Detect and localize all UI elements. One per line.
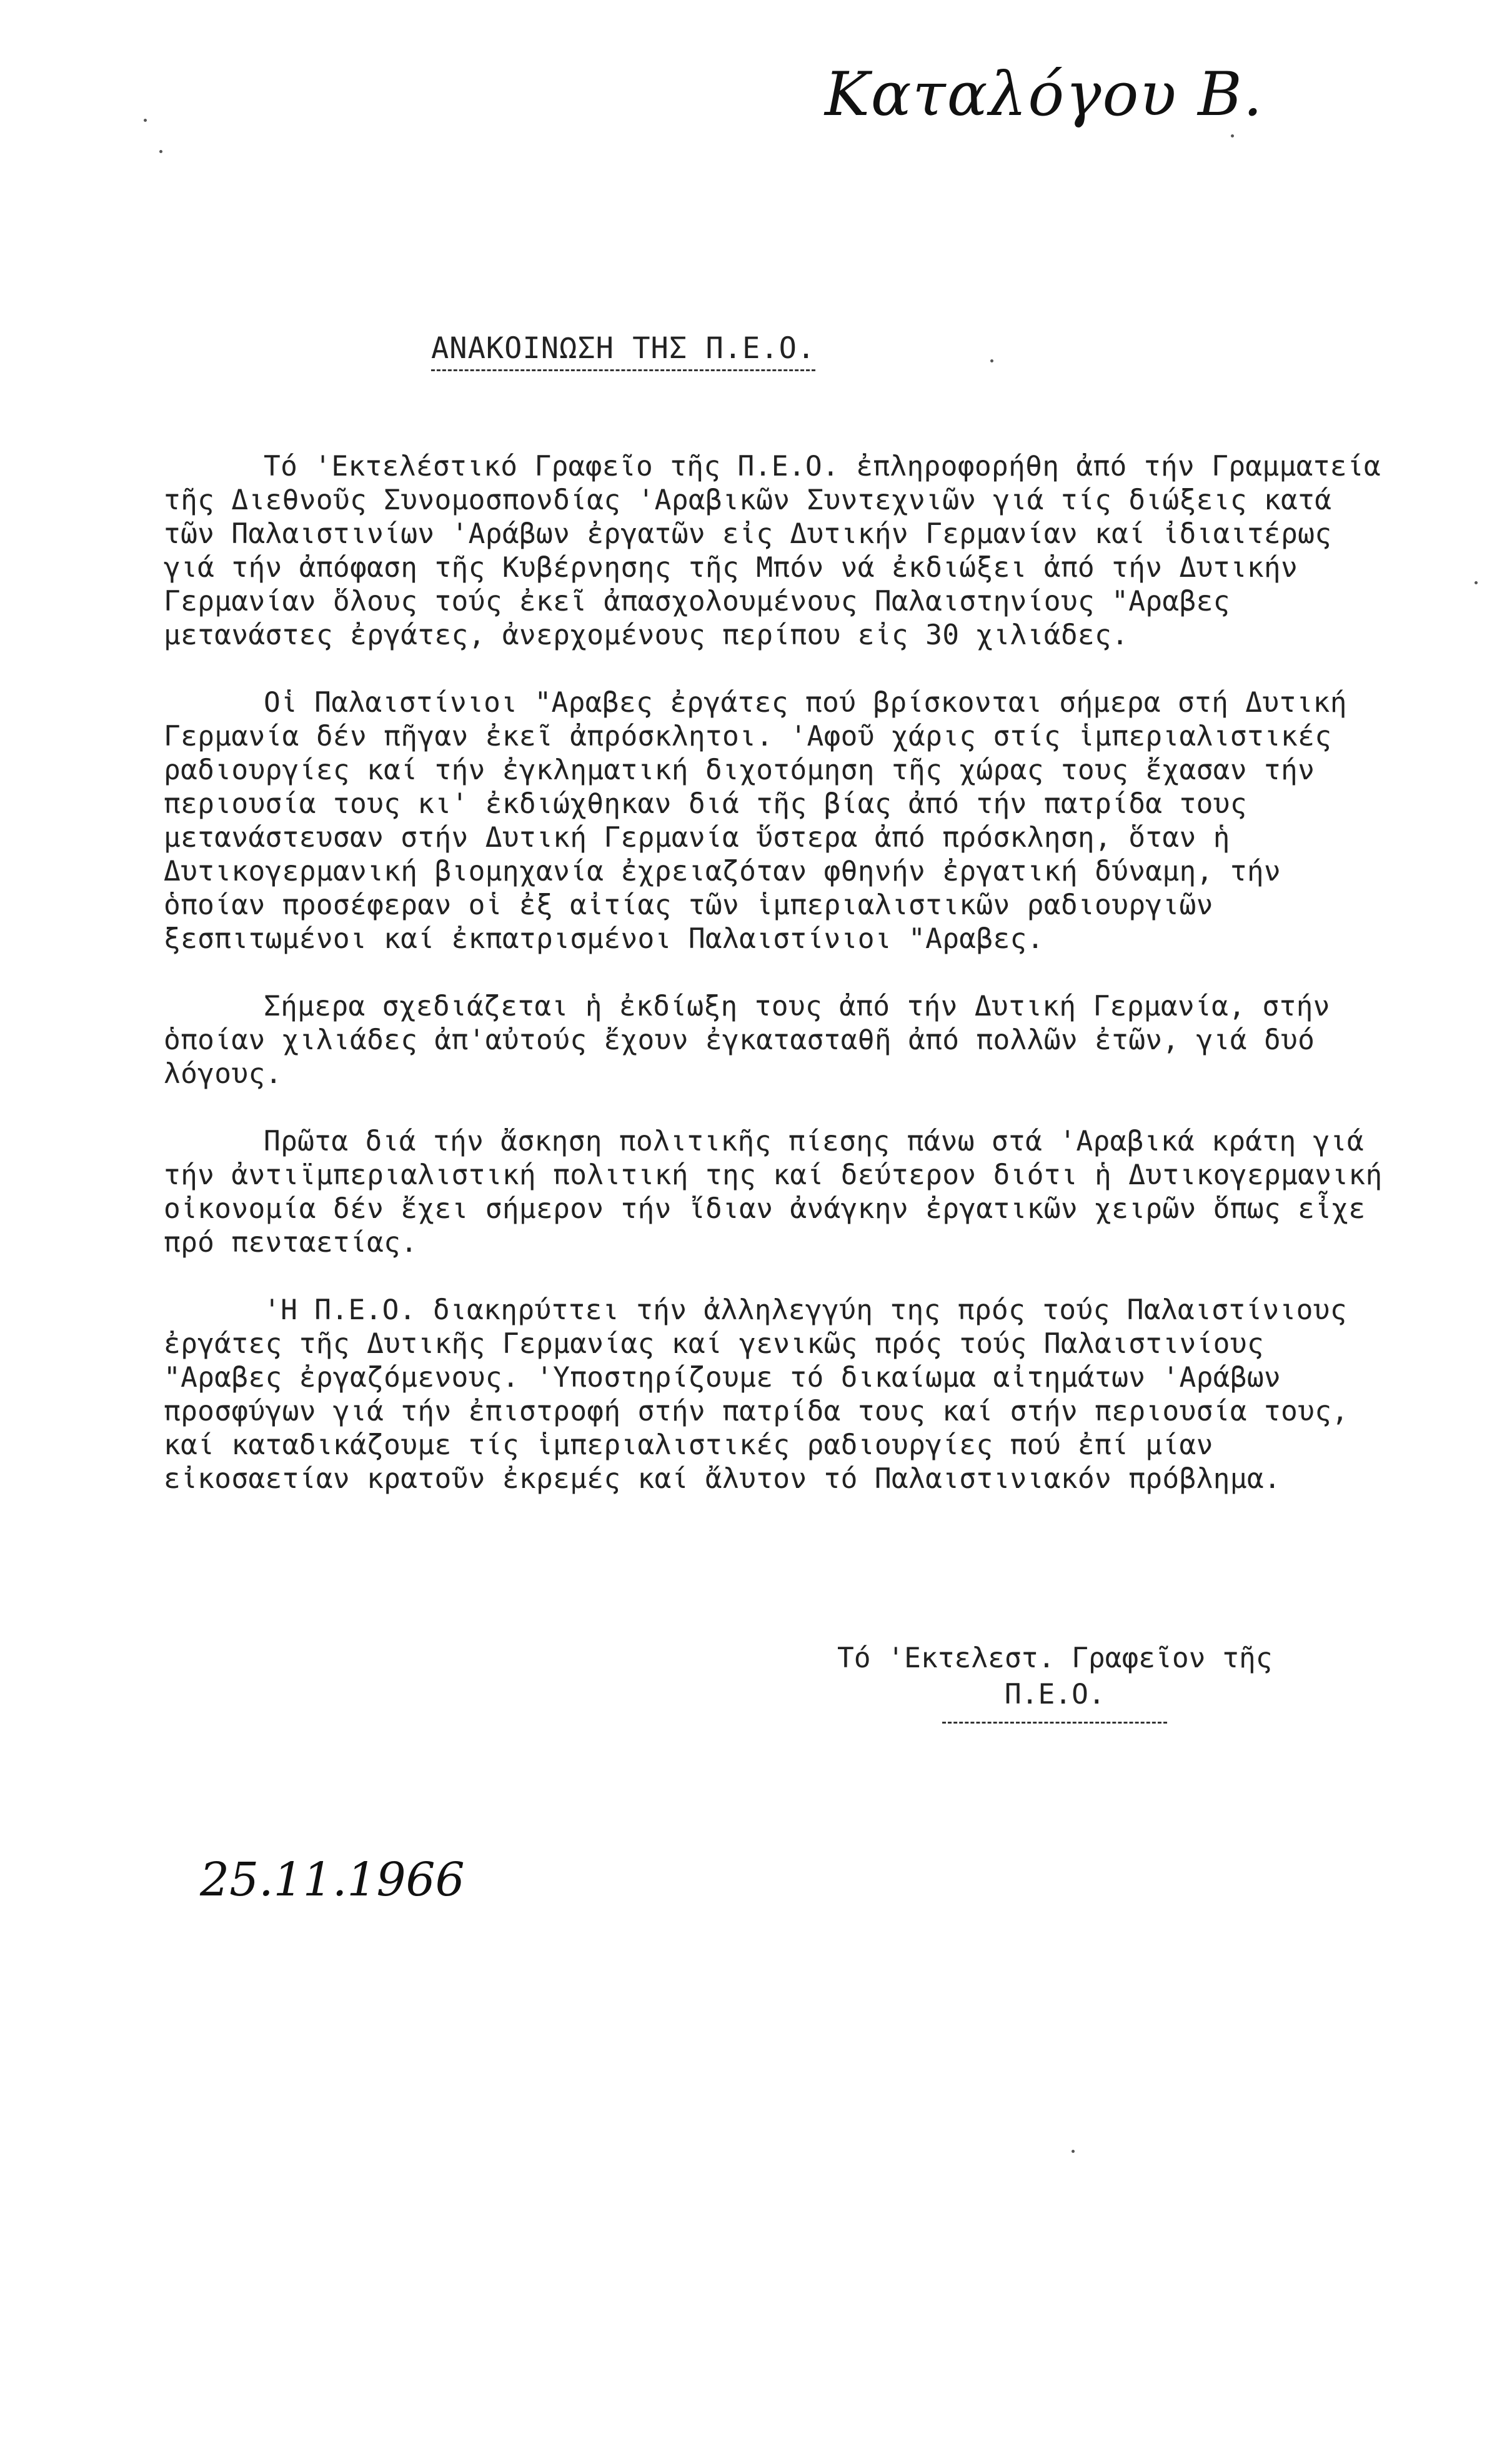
handwritten-date: 25.11.1966 bbox=[200, 1853, 465, 1907]
paragraph-3: Σήμερα σχεδιάζεται ἡ ἐκδίωξη τους ἀπό τήν Δυτική Γερμανία, στήν ὁποίαν χιλιάδες ἀπ'αὐτούς ἔχουν ἐγκατασταθῆ ἀπό πολλῶν ἐτῶν, γιά δυό λόγους. bbox=[164, 991, 1330, 1090]
scan-speck bbox=[144, 119, 147, 122]
scan-speck bbox=[159, 150, 162, 153]
scan-speck bbox=[990, 359, 993, 362]
handwritten-note: Καταλόγου Β. bbox=[825, 59, 1264, 129]
scan-speck bbox=[1072, 2150, 1075, 2153]
scan-speck bbox=[1231, 134, 1234, 137]
signature-line-2: Π.Ε.Ο. bbox=[1004, 1679, 1105, 1710]
paragraph-1: Τό 'Εκτελέστικό Γραφεῖο τῆς Π.Ε.Ο. ἐπληροφορήθη ἀπό τήν Γραμματεία τῆς Διεθνοῦς Συνομοσπονδίας 'Αραβικῶν Συντεχνιῶν γιά τίς διώξεις κατά τῶν Παλαιστινίων 'Αράβων ἐργατῶν εἰς Δυτικήν Γερμανίαν καί ἰδιαιτέρως γιά τήν ἀπόφαση τῆς Κυβέρνησης τῆς Μπόν νά ἐκδιώξει ἀπό τήν Δυτικήν Γερμανίαν ὅλους τούς ἐκεῖ ἀπασχολουμένους Παλαιστηνίους "Αραβες μετανάστες ἐργάτες, ἀνερχομένους περίπου εἰς 30 χιλιάδες. bbox=[164, 451, 1381, 651]
announcement-body bbox=[164, 450, 1388, 1530]
paragraph-2: Οἱ Παλαιστίνιοι "Αραβες ἐργάτες πού βρίσκονται σήμερα στή Δυτική Γερμανία δέν πῆγαν ἐκεῖ ἀπρόσκλητοι. 'Αφοῦ χάρις στίς ἱμπεριαλιστικές ραδιουργίες καί τήν ἐγκληματική διχοτόμηση τῆς χώρας τους ἔχασαν τήν περιουσία τους κι' ἐκδιώχθηκαν διά τῆς βίας ἀπό τήν πατρίδα τους μετανάστευσαν στήν Δυτική Γερμανία ὕστερα ἀπό πρόσκληση, ὅταν ἡ Δυτικογερμανική βιομηχανία ἐχρειαζόταν φθηνήν ἐργατική δύναμη, τήν ὁποίαν προσέφεραν οἱ ἐξ αἰτίας τῶν ἱμπεριαλιστικῶν ραδιουργιῶν ξεσπιτωμένοι καί ἐκπατρισμένοι Παλαιστίνιοι "Αραβες. bbox=[164, 687, 1347, 955]
signature-block bbox=[837, 1640, 1273, 1724]
paragraph-4: Πρῶτα διά τήν ἄσκηση πολιτικῆς πίεσης πάνω στά 'Αραβικά κράτη γιά τήν ἀντιϊμπεριαλιστική πολιτική της καί δεύτερον διότι ἡ Δυτικογερμανική οἰκονομία δέν ἔχει σήμερον τήν ἴδιαν ἀνάγκην ἐργατικῶν χειρῶν ὅπως εἶχε πρό πενταετίας. bbox=[164, 1126, 1383, 1259]
signature-line-1: Τό 'Εκτελεστ. Γραφεῖον τῆς bbox=[837, 1642, 1273, 1674]
scan-speck bbox=[1475, 581, 1478, 584]
signature-underline bbox=[942, 1722, 1167, 1724]
document-title: ΑΝΑΚΟΙΝΩΣΗ ΤΗΣ Π.Ε.Ο. bbox=[431, 331, 815, 371]
paragraph-5: 'Η Π.Ε.Ο. διακηρύττει τήν ἀλληλεγγύη της πρός τούς Παλαιστίνιους ἐργάτες τῆς Δυτικῆς Γερμανίας καί γενικῶς πρός τούς Παλαιστινίους "Αραβες ἐργαζόμενους. 'Υποστηρίζουμε τό δικαίωμα αἰτημάτων 'Αράβων προσφύγων γιά τήν ἐπιστροφή στήν πατρίδα τους καί στήν περιουσία τους, καί καταδικάζουμε τίς ἱμπεριαλιστικές ραδιουργίες πού ἐπί μίαν εἰκοσαετίαν κρατοῦν ἐκρεμές καί ἄλυτον τό Παλαιστινιακόν πρόβλημα. bbox=[164, 1294, 1349, 1495]
